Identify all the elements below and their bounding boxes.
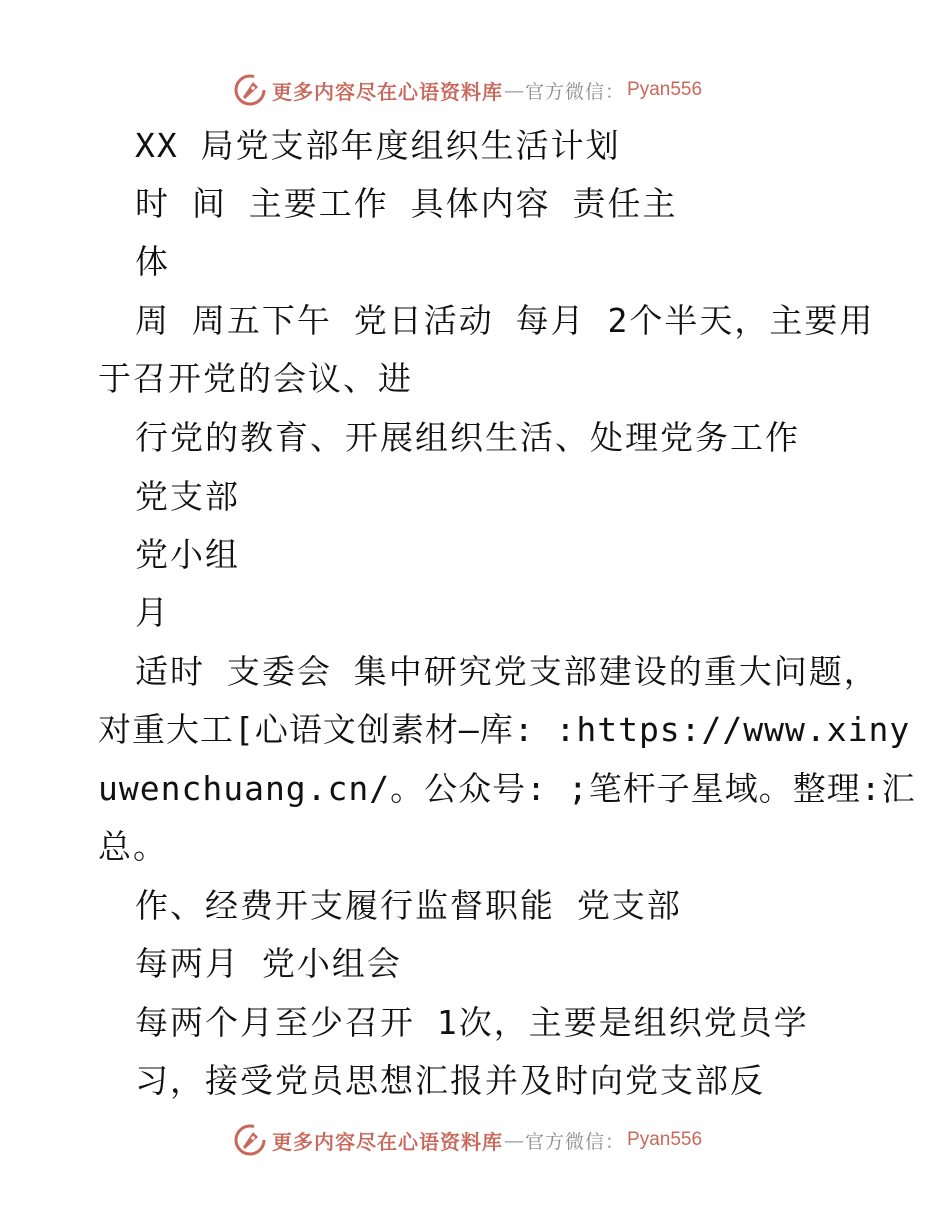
pen-nib-logo-icon <box>232 1122 268 1158</box>
text-line: 总。 <box>98 827 168 866</box>
text-line: 适时 支委会 集中研究党支部建设的重大问题， <box>135 652 879 691</box>
text-line: 每两个月至少召开 1次，主要是组织党员学 <box>135 1003 809 1042</box>
banner-site-text: 更多内容尽在心语资料库 <box>272 79 503 104</box>
footer-watermark-banner <box>232 1120 702 1160</box>
text-line: 于召开党的会议、进 <box>98 359 413 398</box>
text-line: 体 <box>135 242 170 281</box>
banner-site-text: 更多内容尽在心语资料库 <box>272 1129 503 1154</box>
banner-wechat-label: 官方微信： <box>525 1130 626 1153</box>
text-line: 周 周五下午 党日活动 每月 2个半天，主要用 <box>135 301 875 340</box>
text-line: 月 <box>135 593 170 632</box>
text-line: 对重大工[心语文创素材—库: :https://www.xiny <box>98 710 911 749</box>
banner-wechat-id: Pyan556 <box>627 79 703 100</box>
text-line: uwenchuang.cn/。公众号: ;笔杆子星域。整理:汇 <box>98 769 916 808</box>
banner-separator: — <box>504 78 524 102</box>
banner-wechat-label: 官方微信： <box>525 80 626 103</box>
banner-wechat-id: Pyan556 <box>627 1129 703 1150</box>
document-title: XX 局党支部年度组织生活计划 <box>135 126 621 165</box>
text-line: 党小组 <box>135 535 240 574</box>
text-line: 习，接受党员思想汇报并及时向党支部反 <box>135 1061 765 1100</box>
banner-separator: — <box>504 1128 524 1152</box>
text-line: 作、经费开支履行监督职能 党支部 <box>135 886 682 925</box>
header-watermark-banner <box>232 70 702 110</box>
text-line: 党支部 <box>135 477 240 516</box>
text-line: 行党的教育、开展组织生活、处理党务工作 <box>135 418 800 457</box>
text-line: 时 间 主要工作 具体内容 责任主 <box>135 184 678 223</box>
text-line: 每两月 党小组会 <box>135 944 402 983</box>
pen-nib-logo-icon <box>232 72 268 108</box>
